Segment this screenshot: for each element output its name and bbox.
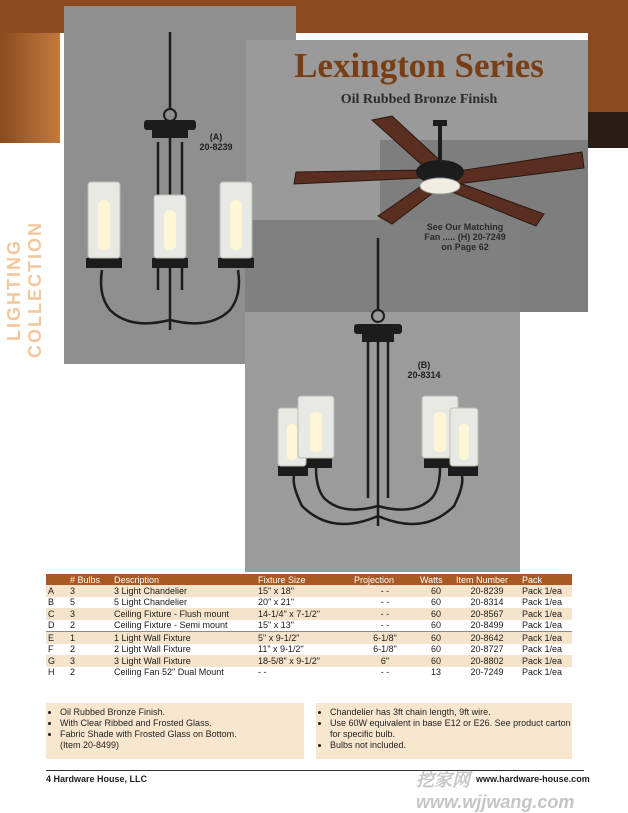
cell-watts: 60 — [418, 608, 454, 620]
fixture-a-item: 20-8239 — [199, 142, 233, 152]
cell-fixture-size: 15" x 18" — [256, 585, 352, 597]
cell-watts: 60 — [418, 632, 454, 644]
ceiling-fan-illustration — [292, 112, 588, 232]
cell-item-number: 20-8239 — [454, 585, 520, 597]
right-dark-band — [588, 112, 628, 148]
col-header-projection: Projection — [352, 574, 418, 585]
cell-projection: - - — [352, 667, 418, 679]
cell-pack: Pack 1/ea — [520, 667, 572, 679]
cell-pack: Pack 1/ea — [520, 644, 572, 656]
fan-note-line3: on Page 62 — [441, 242, 489, 252]
cell-fixture-size: 18-5/8" x 9-1/2" — [256, 655, 352, 667]
cell-projection: 6" — [352, 655, 418, 667]
notes-right-box — [316, 703, 572, 759]
col-header-item-number: Item Number — [454, 574, 520, 585]
cell-watts: 60 — [418, 620, 454, 632]
table-row — [46, 585, 572, 597]
cell-projection: - - — [352, 585, 418, 597]
cell-watts: 13 — [418, 667, 454, 679]
table-row — [46, 644, 572, 656]
table-header-row — [46, 574, 572, 585]
col-header-fixture-size: Fixture Size — [256, 574, 352, 585]
cell-letter: F — [46, 644, 68, 656]
cell-watts: 60 — [418, 655, 454, 667]
table-row — [46, 667, 572, 679]
cell-item-number: 20-7249 — [454, 667, 520, 679]
note-item: • Chandelier has 3ft chain length, 9ft wire. — [330, 707, 572, 718]
note-item: • Use 60W equivalent in base E12 or E26. See product carton for specific bulb. — [330, 718, 572, 740]
cell-bulbs: 2 — [68, 644, 112, 656]
cell-description: 2 Light Wall Fixture — [112, 644, 256, 656]
cell-description: Ceiling Fan 52" Dual Mount — [112, 667, 256, 679]
cell-pack: Pack 1/ea — [520, 608, 572, 620]
cell-bulbs: 1 — [68, 632, 112, 644]
fixture-b-letter: (B) — [417, 360, 431, 370]
cell-description: Ceiling Fixture - Flush mount — [112, 608, 256, 620]
cell-pack: Pack 1/ea — [520, 597, 572, 609]
cell-letter: C — [46, 608, 68, 620]
cell-letter: E — [46, 632, 68, 644]
cell-fixture-size: 11" x 9-1/2" — [256, 644, 352, 656]
cell-description: 5 Light Chandelier — [112, 597, 256, 609]
cell-item-number: 20-8314 — [454, 597, 520, 609]
cell-bulbs: 3 — [68, 608, 112, 620]
cell-projection: 6-1/8" — [352, 632, 418, 644]
footer-company: 4 Hardware House, LLC — [46, 774, 148, 784]
left-accent-band — [0, 33, 60, 143]
spec-table — [46, 574, 572, 678]
cell-watts: 60 — [418, 585, 454, 597]
col-header-description: Description — [112, 574, 256, 585]
col-header-bulbs: # Bulbs — [68, 574, 112, 585]
cell-watts: 60 — [418, 644, 454, 656]
cell-watts: 60 — [418, 597, 454, 609]
cell-letter: D — [46, 620, 68, 632]
cell-projection: 6-1/8" — [352, 644, 418, 656]
cell-pack: Pack 1/ea — [520, 655, 572, 667]
cell-description: 1 Light Wall Fixture — [112, 632, 256, 644]
fixture-a-letter: (A) — [209, 132, 223, 142]
watermark: 挖家网 www.wjjwang.com — [416, 770, 575, 812]
cell-fixture-size: 20" x 21" — [256, 597, 352, 609]
fixture-a-label — [188, 132, 244, 152]
fan-note-line2: Fan ..... (H) 20-7249 — [424, 232, 506, 242]
cell-bulbs: 5 — [68, 597, 112, 609]
note-item: • Fabric Shade with Frosted Glass on Bottom. — [60, 729, 304, 740]
table-row — [46, 632, 572, 644]
table-row — [46, 620, 572, 632]
series-title: Lexington Series — [294, 46, 544, 85]
notes-left-box — [46, 703, 304, 759]
chandelier-a-illustration — [70, 30, 270, 340]
cell-bulbs: 3 — [68, 585, 112, 597]
finish-subtitle: Oil Rubbed Bronze Finish — [340, 92, 498, 107]
col-header-pack: Pack — [520, 574, 572, 585]
cell-pack: Pack 1/ea — [520, 620, 572, 632]
cell-projection: - - — [352, 597, 418, 609]
table-row — [46, 597, 572, 609]
fan-note-line1: See Our Matching — [426, 222, 504, 232]
cell-projection: - - — [352, 608, 418, 620]
cell-pack: Pack 1/ea — [520, 632, 572, 644]
chandelier-b-illustration — [272, 236, 492, 546]
cell-item-number: 20-8802 — [454, 655, 520, 667]
cell-fixture-size: 14-1/4" x 7-1/2" — [256, 608, 352, 620]
cell-pack: Pack 1/ea — [520, 585, 572, 597]
note-item: • With Clear Ribbed and Frosted Glass. — [60, 718, 304, 729]
cell-description: Ceiling Fixture - Semi mount — [112, 620, 256, 632]
col-header-letter — [46, 574, 68, 585]
table-row — [46, 655, 572, 667]
cell-bulbs: 2 — [68, 667, 112, 679]
cell-letter: B — [46, 597, 68, 609]
cell-fixture-size: 5" x 9-1/2" — [256, 632, 352, 644]
cell-fixture-size: - - — [256, 667, 352, 679]
fixture-b-label — [396, 360, 452, 380]
cell-letter: H — [46, 667, 68, 679]
side-title: LIGHTING COLLECTION — [4, 221, 45, 359]
cell-letter: G — [46, 655, 68, 667]
cell-bulbs: 2 — [68, 620, 112, 632]
table-row — [46, 608, 572, 620]
cell-description: 3 Light Chandelier — [112, 585, 256, 597]
cell-bulbs: 3 — [68, 655, 112, 667]
cell-fixture-size: 15" x 13" — [256, 620, 352, 632]
cell-item-number: 20-8727 — [454, 644, 520, 656]
col-header-watts: Watts — [418, 574, 454, 585]
fixture-b-item: 20-8314 — [407, 370, 441, 380]
note-item: • Oil Rubbed Bronze Finish. — [60, 707, 304, 718]
right-accent-band — [588, 33, 628, 112]
cell-item-number: 20-8499 — [454, 620, 520, 632]
note-item-continuation: (Item 20-8499) — [60, 740, 120, 750]
note-item: • Bulbs not included. — [330, 740, 572, 751]
cell-item-number: 20-8567 — [454, 608, 520, 620]
cell-letter: A — [46, 585, 68, 597]
footer-website: www.hardware-house.com — [476, 774, 590, 784]
cell-description: 3 Light Wall Fixture — [112, 655, 256, 667]
cell-projection: - - — [352, 620, 418, 632]
cell-item-number: 20-8642 — [454, 632, 520, 644]
